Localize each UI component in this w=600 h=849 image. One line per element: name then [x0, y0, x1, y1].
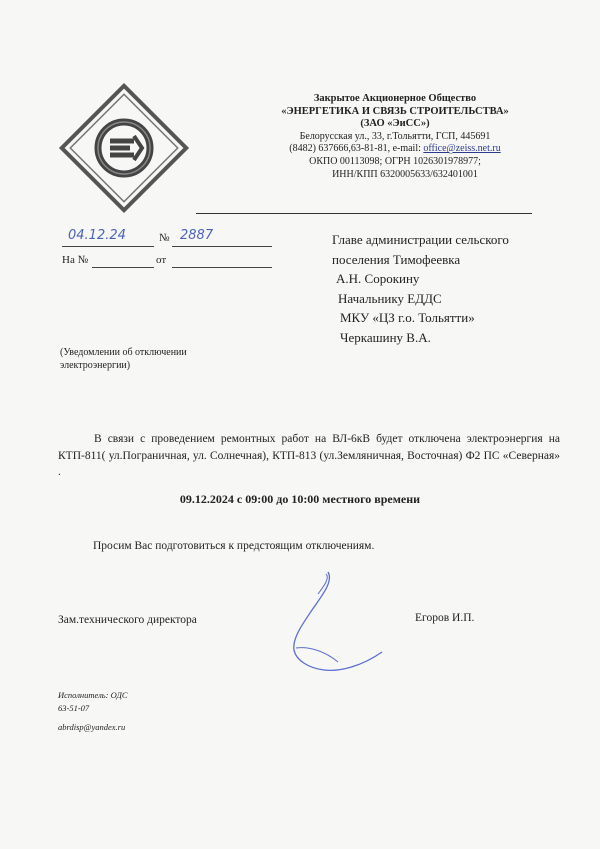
company-name: «ЭНЕРГЕТИКА И СВЯЗЬ СТРОИТЕЛЬСТВА» — [281, 105, 509, 117]
company-abbrev: (ЗАО «ЭиСС») — [360, 118, 430, 130]
addressee-line: МКУ «ЦЗ г.о. Тольятти» — [340, 310, 475, 325]
company-logo-icon — [58, 82, 190, 214]
email-link[interactable]: office@zeiss.net.ru — [423, 143, 501, 155]
company-type: Закрытое Акционерное Общество — [313, 93, 477, 104]
addressee-line: Черкашину В.А. — [340, 329, 431, 345]
body-paragraph: В связи с проведением ремонтных работ на ВЛ-6кВ будет отключена электроэнергия на КТП-811( ул.Пограничная, ул. Солнечная), КТП-813 (ул.Земляничная, Восточная) Ф2 ПС «Северная» . — [58, 433, 560, 478]
company-contacts — [230, 143, 560, 156]
letter-body — [58, 431, 560, 481]
executor-label: Исполнитель: ОДС — [58, 690, 128, 700]
subject-line: электроэнергии) — [60, 360, 131, 371]
reply-from-label: от — [156, 254, 167, 266]
company-inn: ИНН/КПП 6320005633/632401001 — [332, 168, 478, 180]
handwritten-signature-icon — [290, 568, 400, 683]
letter-subject — [60, 346, 187, 372]
company-address: Белорусская ул., 33, г.Тольятти, ГСП, 445691 — [299, 130, 491, 142]
request-text: Просим Вас подготовиться к предстоящим отключениям. — [93, 540, 375, 552]
addressee-line: Начальнику ЕДДС — [338, 290, 442, 306]
letterhead — [230, 93, 560, 181]
handwritten-date: 04.12.24 — [68, 228, 126, 243]
executor-block — [58, 689, 128, 734]
company-okpo: ОКПО 00113098; ОГРН 1026301978977; — [309, 155, 481, 167]
phone-text: (8482) 637666,63-81-81, e-mail: — [289, 143, 424, 155]
executor-email[interactable]: abrdisp@yandex.ru — [58, 722, 126, 732]
addressee-line: Главе администрации сельского — [332, 232, 509, 247]
subject-line: (Уведомлении об отключении — [60, 347, 187, 358]
number-label: № — [159, 232, 170, 244]
addressee-line: А.Н. Сорокину — [336, 271, 420, 286]
outage-time: 09.12.2024 с 09:00 до 10:00 местного времени — [179, 492, 421, 506]
addressee-block — [332, 230, 509, 347]
letterhead-divider — [196, 213, 532, 214]
reply-to-label: На № — [62, 254, 89, 266]
addressee-line: поселения Тимофеевка — [332, 251, 461, 267]
signatory-title: Зам.технического директора — [58, 614, 197, 626]
signatory-name: Егоров И.П. — [415, 612, 475, 624]
handwritten-number: 2887 — [180, 228, 214, 243]
executor-phone: 63-51-07 — [58, 703, 90, 713]
